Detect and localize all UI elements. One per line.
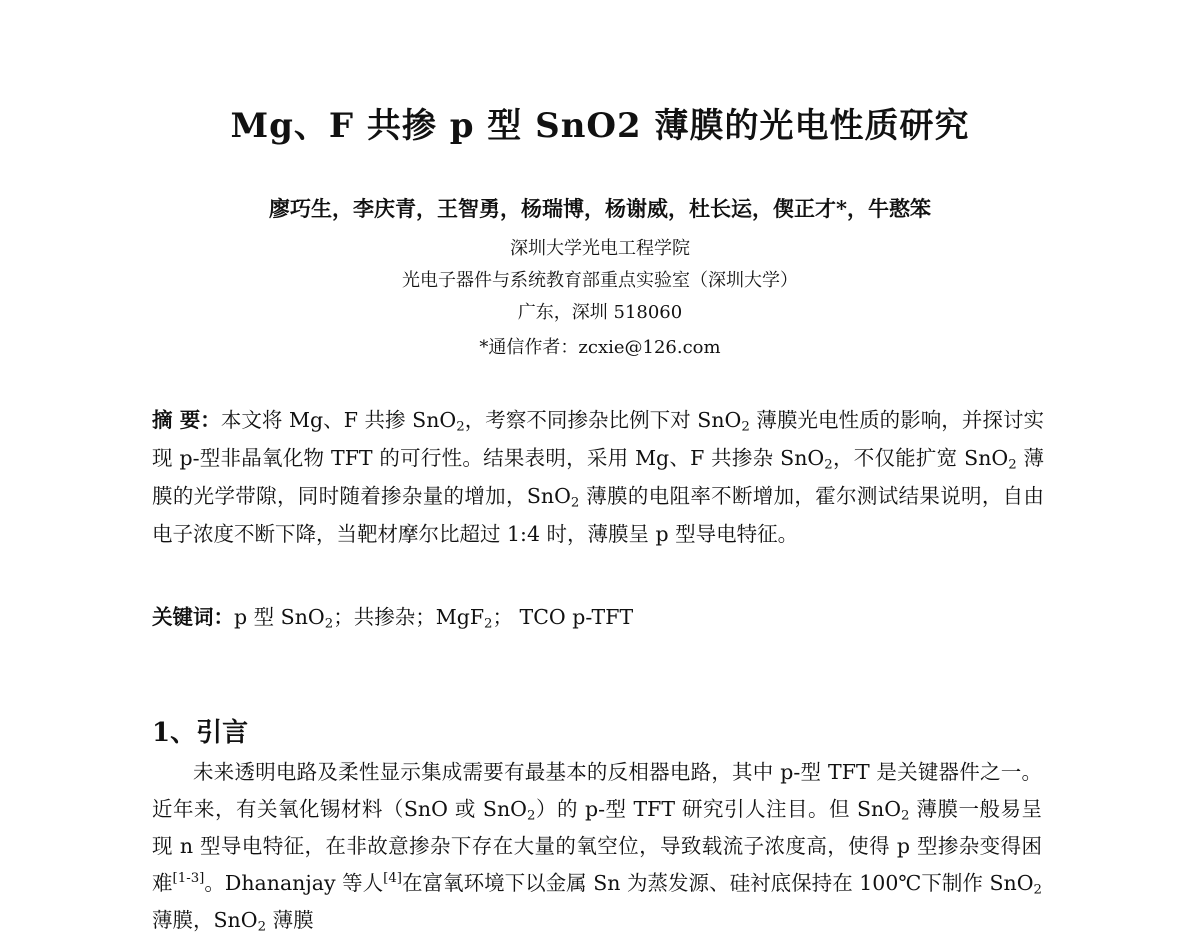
affiliation-lab: 光电子器件与系统教育部重点实验室（深圳大学） (402, 270, 798, 291)
corresponding-author: *通信作者：zcxie@126.com (479, 337, 721, 358)
keywords-text: ； TCO p-TFT (492, 605, 634, 629)
section-heading-introduction: 1、引言 (152, 718, 249, 748)
subscript: 2 (526, 808, 536, 824)
subscript: 2 (484, 616, 493, 632)
abstract-text: ，不仅能扩宽 SnO (832, 446, 1009, 470)
abstract-text: 薄膜的电阻率不断增加，霍尔测试结果说明，自由电子浓度不断下降，当靶材摩尔比超过 1:4 时，薄膜呈 p 型导电特征。 (152, 484, 1044, 546)
subscript: 2 (1033, 882, 1042, 898)
citation-ref: [4] (383, 871, 402, 887)
subscript: 2 (741, 419, 750, 435)
abstract-text: 薄膜的光学带隙，同时随着掺杂量的增加，SnO (152, 446, 1044, 508)
affiliation-institute: 深圳大学光电工程学院 (510, 238, 690, 259)
keywords-text: p 型 SnO (234, 605, 325, 629)
body-text: 。Dhananjay 等人 (204, 871, 384, 895)
subscript: 2 (570, 495, 580, 511)
body-text: 在富氧环境下以金属 Sn 为蒸发源、硅衬底保持在 100℃下制作 SnO (401, 871, 1034, 895)
body-text: 薄膜一般易呈现 n 型导电特征，在非故意掺杂下存在大量的氧空位，导致载流子浓度高，使得 p 型掺杂变得困难 (152, 797, 1042, 895)
subscript: 2 (456, 419, 465, 435)
keywords (152, 600, 633, 630)
subscript: 2 (901, 808, 910, 824)
abstract-label: 摘 要： (152, 408, 221, 432)
abstract-text: ，考察不同掺杂比例下对 SnO (464, 408, 742, 432)
body-text: ）的 p-型 TFT 研究引人注目。但 SnO (535, 797, 902, 821)
abstract (152, 401, 1044, 553)
abstract-text: 薄膜光电性质的影响，并探讨实现 p-型非晶氧化物 TFT 的可行性。结果表明，采用 Mg、F 共掺杂 SnO (152, 408, 1044, 470)
body-text: 薄膜 (266, 908, 314, 932)
subscript: 2 (324, 616, 334, 632)
keywords-text: ；共掺杂；MgF (333, 605, 485, 629)
citation-ref: [1-3] (172, 871, 205, 887)
introduction-body (152, 754, 1042, 939)
paper-title: Mg、F 共掺 p 型 SnO2 薄膜的光电性质研究 (230, 106, 970, 146)
subscript: 2 (1008, 457, 1017, 473)
author-list: 廖巧生，李庆青，王智勇，杨瑞博，杨谢威，杜长运，偰正才*，牛憨笨 (269, 196, 931, 221)
abstract-text: 本文将 Mg、F 共掺 SnO (220, 408, 457, 432)
keywords-label: 关键词： (152, 605, 234, 629)
affiliation-location: 广东，深圳 518060 (517, 302, 683, 323)
body-text: 未来透明电路及柔性显示集成需要有最基本的反相器电路，其中 p-型 TFT 是关键器件之一。近年来，有关氧化锡材料（SnO 或 SnO (152, 760, 1042, 821)
subscript: 2 (824, 457, 833, 473)
body-text: 薄膜，SnO (152, 908, 258, 932)
subscript: 2 (257, 919, 267, 935)
